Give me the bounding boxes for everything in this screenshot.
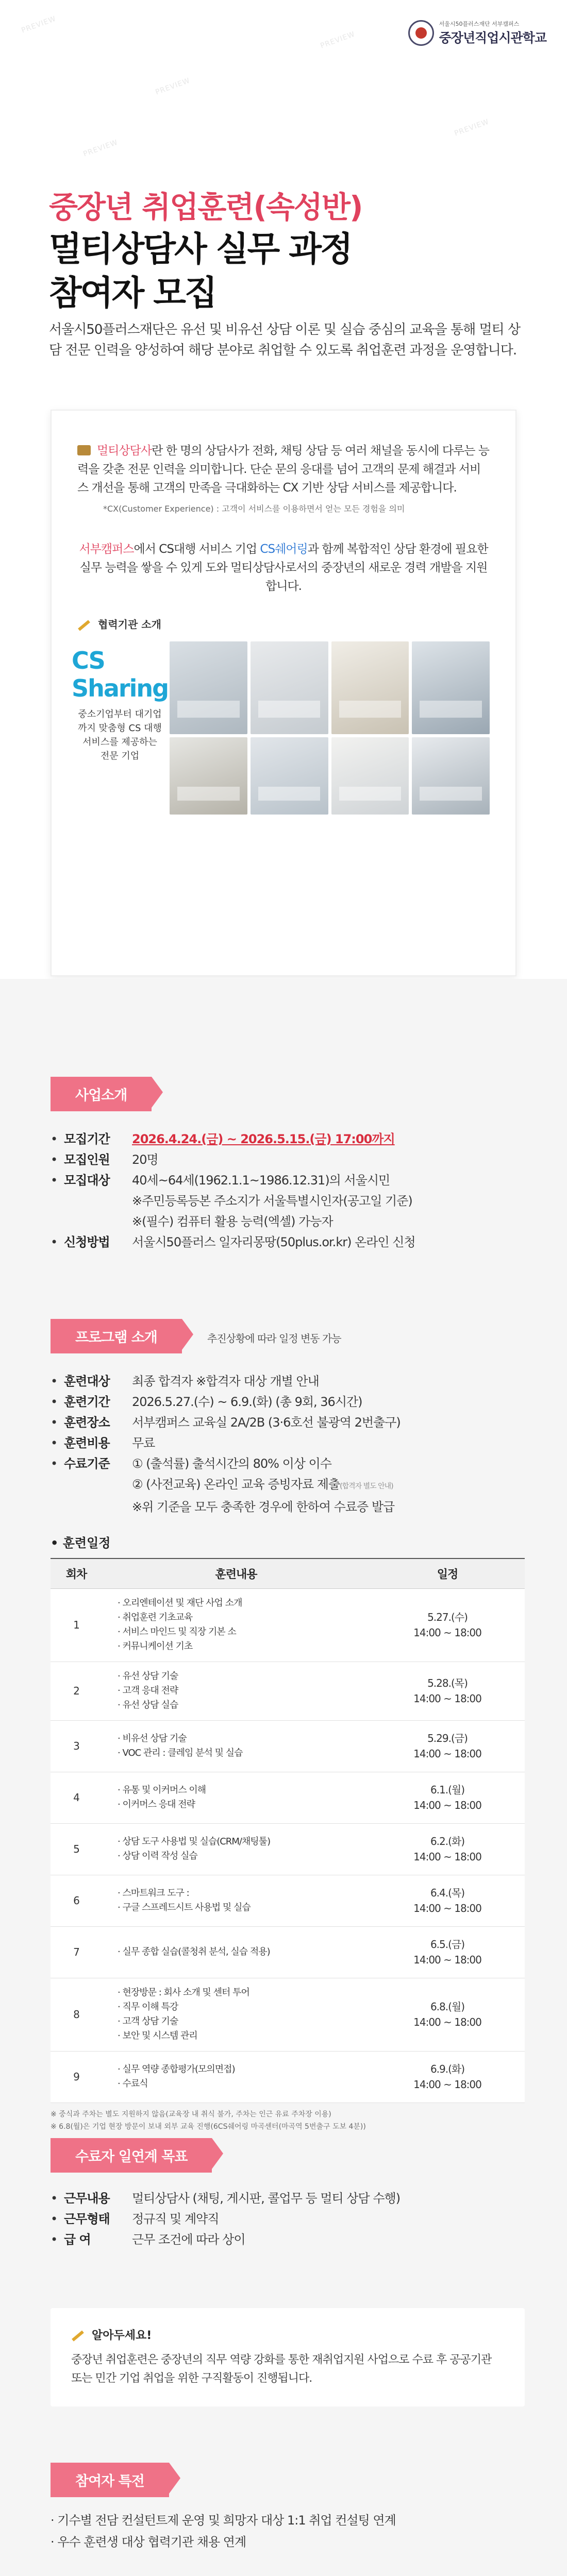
bullet — [51, 1170, 64, 1191]
intro-paragraph-2 — [77, 540, 490, 596]
pencil-icon — [72, 2330, 84, 2341]
bullet — [51, 2188, 64, 2209]
logo-icon — [408, 20, 434, 46]
watermark: PREVIEW — [154, 76, 192, 97]
info-label: 근무내용 — [64, 2191, 110, 2206]
session-item: · 서비스 마인드 및 직장 기본 소 — [118, 1626, 236, 1637]
session-item: · VOC 관리 : 클레임 분석 및 실습 — [118, 1748, 243, 1758]
foundation-logo[interactable] — [408, 20, 546, 46]
info-label: 모집인원 — [64, 1153, 110, 1167]
session-item: · 상담 이력 작성 실습 — [118, 1851, 197, 1861]
section-title-jobs: 수료자 일연계 목표 — [51, 2138, 212, 2173]
footnote-line: ※ 6.8(월)은 기업 현장 방문이 보내 외부 교육 진행(6CS쉐어링 마곡센터(마곡역 5번출구 도보 4분)) — [51, 2122, 366, 2131]
table-header: 훈련내용 — [102, 1558, 370, 1588]
office-photo — [412, 641, 490, 734]
session-content — [102, 1926, 370, 1978]
hero-title-line1: 멀티상담사 실무 과정 — [49, 229, 352, 269]
info-value: 2026.4.24.(금) ~ 2026.5.15.(금) 17:00까지 — [132, 1132, 395, 1146]
info-label: 수료기준 — [64, 1456, 110, 1471]
session-date: 5.28.(목) 14:00 ~ 18:00 — [370, 1662, 525, 1720]
info-label: 훈련기간 — [64, 1395, 110, 1409]
session-item: · 구글 스프레드시트 사용법 및 실습 — [118, 1902, 251, 1913]
table-row — [51, 1875, 525, 1926]
bullet — [51, 1433, 64, 1453]
cs-sharing-logo: CS Sharing — [71, 647, 169, 702]
session-item: · 보안 및 시스템 관리 — [118, 2030, 197, 2041]
pencil-icon — [78, 620, 90, 631]
office-photo — [170, 641, 247, 734]
office-photo — [251, 641, 328, 734]
session-number: 9 — [51, 2051, 102, 2103]
info-value: 20명 — [132, 1153, 158, 1167]
session-date: 6.8.(월) 14:00 ~ 18:00 — [370, 1978, 525, 2051]
benefit-item: · 기수별 전담 컨설턴트제 운영 및 희망자 대상 1:1 취업 컨설팅 연계 — [51, 2513, 396, 2528]
info-row — [51, 1497, 525, 1517]
intro-text: 란 한 명의 상담사가 전화, 채팅 상담 등 여러 채널을 동시에 다루는 능력을 갖춘 전문 인력을 의미합니다. 단순 문의 응대를 넘어 고객의 문제 해결과 서비스 개선을 통해 고객의 만족을 극대화하는 CX 기반 상담 서비스를 제공합니다. — [77, 444, 490, 495]
info-label: 모집기간 — [64, 1132, 110, 1146]
hero-description: 서울시50플러스재단은 유선 및 비유선 상담 이론 및 실습 중심의 교육을 통해 멀티 상담 전문 인력을 양성하여 해당 분야로 취업할 수 있도록 취업훈련 과정을 운영합니다. — [49, 322, 521, 358]
intro-paragraph-1 — [77, 442, 490, 497]
watermark: PREVIEW — [20, 14, 58, 35]
bullet — [51, 1129, 64, 1149]
session-number: 7 — [51, 1926, 102, 1978]
session-item: · 이커머스 응대 전략 — [118, 1799, 195, 1810]
session-item: · 커뮤니케이션 기초 — [118, 1641, 193, 1652]
watermark: PREVIEW — [453, 117, 491, 138]
intro-blue-text: CS쉐어링 — [260, 543, 308, 556]
session-number: 1 — [51, 1588, 102, 1662]
session-number: 2 — [51, 1662, 102, 1720]
watermark: PREVIEW — [319, 30, 357, 50]
office-photo — [251, 737, 328, 815]
session-content — [102, 1978, 370, 2051]
session-content — [102, 2051, 370, 2103]
session-item: · 고객 상담 기술 — [118, 2016, 178, 2027]
bullet — [51, 1412, 64, 1433]
info-row — [51, 1232, 525, 1252]
session-content — [102, 1720, 370, 1772]
benefits-section — [51, 2463, 525, 2553]
info-row — [51, 2229, 525, 2250]
program-section — [51, 1319, 525, 2133]
session-item: · 직무 이해 특강 — [118, 2002, 178, 2012]
table-row — [51, 1823, 525, 1875]
info-value: 40세~64세(1962.1.1~1986.12.31)의 서울시민 — [132, 1173, 390, 1188]
info-value: 무료 — [132, 1436, 155, 1450]
info-row — [51, 1392, 525, 1412]
info-value: ① (출석률) 출석시간의 80% 이상 이수 — [132, 1456, 331, 1471]
session-number: 6 — [51, 1875, 102, 1926]
info-row — [51, 2188, 525, 2209]
session-date: 6.9.(화) 14:00 ~ 18:00 — [370, 2051, 525, 2103]
logo-main-text: 중장년직업시관학교 — [439, 30, 546, 45]
info-value: ※위 기준을 모두 충족한 경우에 한하여 수료증 발급 — [132, 1500, 395, 1514]
bullet — [51, 1232, 64, 1252]
session-item: · 유통 및 이커머스 이해 — [118, 1785, 206, 1795]
session-date: 5.27.(수) 14:00 ~ 18:00 — [370, 1588, 525, 1662]
partner-title: 협력기관 소개 — [77, 616, 490, 631]
session-item: · 실무 역량 종합평가(모의면접) — [118, 2064, 235, 2075]
info-row — [51, 1129, 525, 1149]
info-value: 서울시50플러스 일자리몽땅(50plus.or.kr) 온라인 신청 — [132, 1235, 415, 1249]
office-photo — [331, 737, 409, 815]
session-date: 6.4.(목) 14:00 ~ 18:00 — [370, 1875, 525, 1926]
intro-text: 과 함께 복합적인 상담 환경에 필요한 실무 능력을 쌓을 수 있게 도와 멀티상담사로서의 중장년의 새로운 경력 개발을 지원합니다. — [79, 543, 488, 593]
session-item: · 실무 종합 실습(콜청취 분석, 실습 적용) — [118, 1946, 270, 1957]
section-title-program: 프로그램 소개 — [51, 1319, 182, 1353]
info-value: 정규직 및 계약직 — [132, 2212, 219, 2226]
session-item: · 비유선 상담 기술 — [118, 1733, 187, 1744]
table-row — [51, 1978, 525, 2051]
session-item: · 스마트워크 도구 : — [118, 1888, 189, 1899]
footnote-line: ※ 중식과 주차는 별도 지원하지 않음(교육장 내 취식 불가, 주차는 인근 유료 주차장 이용) — [51, 2110, 331, 2119]
info-value: ② (사전교육) 온라인 교육 증빙자료 제출(합격자 별도 안내) — [132, 1477, 393, 1492]
session-item: · 유선 상담 실습 — [118, 1700, 178, 1710]
program-note: 추진상황에 따라 일정 변동 가능 — [207, 1332, 341, 1345]
session-item: · 고객 응대 전략 — [118, 1685, 178, 1696]
info-value: 서부캠퍼스 교육실 2A/2B (3·6호선 불광역 2번출구) — [132, 1415, 401, 1430]
info-row — [51, 1412, 525, 1433]
session-item: · 현장방문 : 회사 소개 및 센터 투어 — [118, 1987, 249, 1998]
section-title-benefits: 참여자 특전 — [51, 2463, 169, 2497]
session-content — [102, 1772, 370, 1823]
info-value: ※(필수) 컴퓨터 활용 능력(엑셀) 가능자 — [132, 1214, 333, 1229]
info-row — [51, 1170, 525, 1191]
info-label: 훈련장소 — [64, 1415, 110, 1430]
intro-note: *CX(Customer Experience) : 고객이 서비스를 이용하면서 얻는 모든 경험을 의미 — [103, 504, 405, 514]
briefcase-icon — [77, 445, 91, 455]
info-label: 모집대상 — [64, 1173, 110, 1188]
bullet — [51, 1453, 64, 1474]
benefit-item: · 우수 훈련생 대상 협력기관 채용 연계 — [51, 2535, 246, 2549]
office-photo — [412, 737, 490, 815]
schedule-footnotes — [51, 2108, 525, 2133]
watermark: PREVIEW — [82, 138, 120, 159]
bullet — [51, 1392, 64, 1412]
session-date: 5.29.(금) 14:00 ~ 18:00 — [370, 1720, 525, 1772]
session-number: 3 — [51, 1720, 102, 1772]
intro-card — [51, 410, 516, 976]
bullet — [51, 2229, 64, 2250]
office-photo — [331, 641, 409, 734]
session-content — [102, 1588, 370, 1662]
session-item: · 오리엔테이션 및 재단 사업 소개 — [118, 1598, 242, 1608]
table-row — [51, 1772, 525, 1823]
table-header: 일정 — [370, 1558, 525, 1588]
table-row — [51, 1588, 525, 1662]
table-row — [51, 1662, 525, 1720]
hero-title-line2: 참여자 모집 — [49, 273, 216, 313]
info-row — [51, 1191, 525, 1211]
schedule-table — [51, 1558, 525, 2103]
session-date: 6.5.(금) 14:00 ~ 18:00 — [370, 1926, 525, 1978]
info-value: 2026.5.27.(수) ~ 6.9.(화) (총 9회, 36시간) — [132, 1395, 362, 1409]
info-label: 급 여 — [64, 2232, 91, 2247]
session-item: · 유선 상담 기술 — [118, 1671, 178, 1682]
section-title-overview: 사업소개 — [51, 1077, 152, 1111]
intro-red-text: 서부캠퍼스 — [79, 543, 134, 556]
partner-row — [71, 641, 490, 815]
info-value: 멀티상담사 (채팅, 게시판, 콜업무 등 멀티 상담 수행) — [132, 2191, 401, 2206]
session-content — [102, 1662, 370, 1720]
session-content — [102, 1875, 370, 1926]
info-value: 근무 조건에 따라 상이 — [132, 2232, 245, 2247]
session-item: · 취업훈련 기초교육 — [118, 1612, 193, 1623]
info-label: 신청방법 — [64, 1235, 110, 1249]
info-label: 훈련대상 — [64, 1374, 110, 1388]
session-number: 5 — [51, 1823, 102, 1875]
hero-subtitle: 중장년 취업훈련(속성반) — [49, 190, 362, 225]
intro-text: 에서 CS대행 서비스 기업 — [134, 543, 260, 556]
info-row — [51, 1211, 525, 1232]
table-row — [51, 1720, 525, 1772]
jobs-section — [51, 2138, 525, 2250]
logo-small-text: 서울시50플러스재단 서부캠퍼스 — [439, 21, 520, 27]
intro-highlight: 멀티상담사 — [97, 444, 152, 457]
notice-box — [51, 2308, 525, 2406]
info-row — [51, 1474, 525, 1497]
partner-photo-gallery — [170, 641, 490, 815]
info-row — [51, 1453, 525, 1474]
table-row — [51, 1926, 525, 1978]
session-number: 4 — [51, 1772, 102, 1823]
session-item: · 수료식 — [118, 2078, 148, 2089]
session-number: 8 — [51, 1978, 102, 2051]
schedule-title: • 훈련일정 — [51, 1536, 111, 1550]
notice-title: 알아두세요! — [71, 2327, 504, 2343]
info-value: 최종 합격자 ※합격자 대상 개별 안내 — [132, 1374, 319, 1388]
table-row — [51, 2051, 525, 2103]
session-date: 6.1.(월) 14:00 ~ 18:00 — [370, 1772, 525, 1823]
session-content — [102, 1823, 370, 1875]
partner-description: 중소기업부터 대기업까지 맞춤형 CS 대행 서비스를 제공하는 전문 기업 — [78, 709, 162, 761]
office-photo — [170, 737, 247, 815]
bullet — [51, 1371, 64, 1392]
info-label: 훈련비용 — [64, 1436, 110, 1450]
info-row — [51, 1433, 525, 1453]
table-header: 회차 — [51, 1558, 102, 1588]
session-item: · 상담 도구 사용법 및 실습(CRM/채팅툴) — [118, 1836, 271, 1847]
overview-section — [51, 1077, 525, 1252]
bullet — [51, 1149, 64, 1170]
session-date: 6.2.(화) 14:00 ~ 18:00 — [370, 1823, 525, 1875]
info-row — [51, 2209, 525, 2229]
info-label: 근무형태 — [64, 2212, 110, 2226]
notice-text: 중장년 취업훈련은 중장년의 직무 역량 강화를 통한 재취업지원 사업으로 수료 후 공공기관 또는 민간 기업 취업을 위한 구직활동이 진행됩니다. — [71, 2353, 492, 2385]
info-value: ※주민등록등본 주소지가 서울특별시인자(공고일 기준) — [132, 1194, 412, 1208]
info-row — [51, 1149, 525, 1170]
info-row — [51, 1371, 525, 1392]
bullet — [51, 2209, 64, 2229]
